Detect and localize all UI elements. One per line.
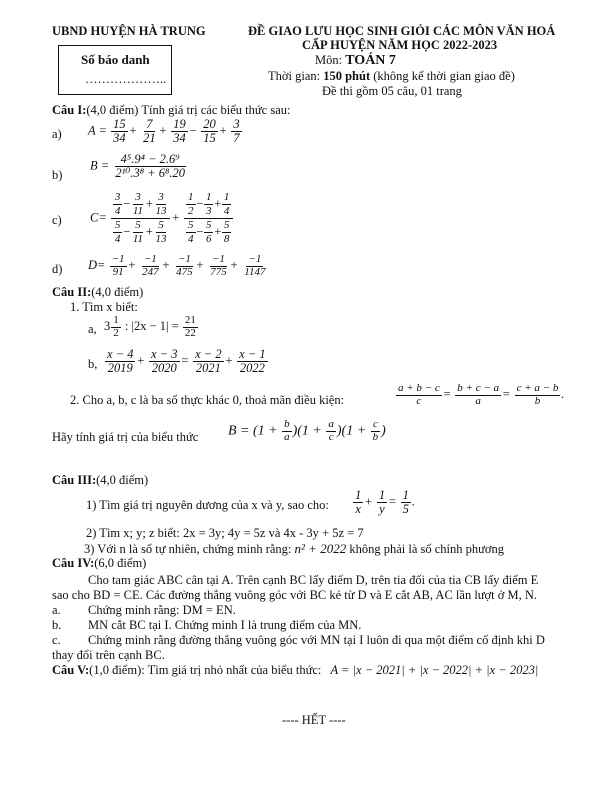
q2-cond-frac-1: $\frac{a + b - c}{c}$ — [398, 382, 440, 407]
exam-title-line1: ĐỀ GIAO LƯU HỌC SINH GIỎI CÁC MÔN VĂN HOÁ — [248, 24, 556, 38]
q3-item3-expr: n² + 2022 — [294, 541, 347, 556]
q1-a-frac-3: $\frac{19}{34}$ — [173, 117, 186, 146]
q3-item3 — [84, 541, 504, 557]
q4-b-text: MN cắt BC tại I. Chứng minh I là trung điểm của MN. — [88, 618, 362, 632]
q2-item2: 2. Cho a, b, c là ba số thực khác 0, thoả mãn điều kiện: — [70, 393, 345, 407]
q1-b-label: b) — [52, 168, 63, 182]
q3-item3-text-a: 3) Với n là số tự nhiên, chứng minh rằng: — [84, 542, 292, 556]
q3-item3-text-b: không phải là số chính phương — [349, 542, 505, 556]
q1-a-frac-2: $\frac{7}{21}$ — [143, 117, 156, 146]
q4-para2: sao cho BD = CE. Các đường thẳng vuông góc với BC kẻ từ D và E cắt AB, AC lần lượt ở M, N. — [52, 588, 538, 602]
time-note: (không kể thời gian giao đề) — [373, 69, 515, 83]
q2-a-whole: 3 — [104, 318, 111, 333]
q4-c-text: Chứng minh rằng đường thẳng vuông góc với MN tại I luôn đi qua một điểm cố định khi D — [88, 633, 545, 647]
q5-title: Câu V: — [52, 663, 90, 677]
q3-title: Câu III: — [52, 473, 97, 487]
q3-item1: 1) Tìm giá trị nguyên dương của x và y, sao cho: — [86, 498, 329, 512]
q2-a-label: a, — [88, 322, 97, 336]
q3-frac-y: $\frac{1}{y}$ — [378, 488, 386, 517]
q1-d-frac-5: $\frac{-1}{1147}$ — [244, 253, 266, 278]
q2-a-rhs: $\frac{21}{22}$ — [184, 314, 196, 339]
subject-line — [315, 53, 396, 69]
q5-points: (1,0 điểm): — [89, 663, 145, 677]
q2-points: (4,0 điểm) — [91, 285, 144, 299]
q2-item1: 1. Tìm x biết: — [70, 300, 138, 314]
q1-a-frac-4: $\frac{20}{15}$ — [203, 117, 216, 146]
candidate-number-dots: ……………….. — [85, 72, 167, 86]
q2-cond-frac-3: $\frac{c + a - b}{b}$ — [516, 382, 559, 407]
q4-c-text2: thay đổi trên cạnh BC. — [52, 648, 165, 662]
q4-title: Câu IV: — [52, 556, 95, 570]
exam-title-line2: CẤP HUYỆN NĂM HỌC 2022-2023 — [302, 38, 498, 52]
q5-expression: A = |x − 2021| + |x − 2022| + |x − 2023| — [330, 663, 539, 677]
q4-c-label: c. — [52, 633, 61, 647]
q2-a-expression — [104, 315, 199, 339]
q2-item2-b: Hãy tính giá trị của biểu thức — [52, 430, 199, 444]
candidate-number-box — [58, 45, 172, 95]
q1-d-lhs: D= — [88, 257, 106, 272]
q3-frac-5: $\frac{1}{5}$ — [402, 488, 409, 517]
q2-b-frac-1: $\frac{x - 4}{2019}$ — [107, 347, 134, 376]
q2-b-frac-3: $\frac{x - 2}{2021}$ — [195, 347, 222, 376]
q1-a-frac-1: $\frac{15}{34}$ — [113, 117, 126, 146]
q3-heading — [52, 473, 148, 488]
q1-prompt: Tính giá trị các biểu thức sau: — [141, 103, 291, 117]
q1-heading — [52, 103, 290, 118]
q2-condition: $\frac{a + b - c}{c}$ = $\frac{b + c - a}{a}$ = $\frac{c + a - b}{b}$ . — [398, 382, 565, 407]
q2-expr-frac-3: $\frac{c}{b}$ — [372, 418, 379, 443]
q2-a-middle: : |2x − 1| = — [124, 318, 179, 333]
q4-a-text: Chứng minh rằng: DM = EN. — [88, 603, 236, 617]
q2-a-mixed-frac: $\frac{1}{2}$ — [113, 314, 119, 339]
q3-points: (4,0 điểm) — [96, 473, 149, 487]
q1-a-label: a) — [52, 127, 62, 141]
end-marker: ---- HẾT ---- — [282, 713, 346, 727]
q2-b-label: b, — [88, 357, 98, 371]
q1-c-label: c) — [52, 213, 62, 227]
q2-title: Câu II: — [52, 285, 92, 299]
q1-b-expression — [90, 153, 188, 180]
q2-b-frac-2: $\frac{x - 3}{2020}$ — [151, 347, 178, 376]
q1-b-frac: $\frac{\text{4⁵.9⁴ − 2.6⁹}}{\text{2¹⁰.3⁸ + 6⁸.20}}$ — [115, 152, 185, 181]
q2-expr-frac-1: $\frac{b}{a}$ — [284, 418, 290, 443]
q1-d-frac-4: $\frac{-1}{775}$ — [210, 253, 227, 278]
candidate-number-label: Số báo danh — [81, 52, 150, 67]
q1-d-frac-2: $\frac{-1}{247}$ — [142, 253, 159, 278]
q2-b-value-expression: B = (1 + $\frac{b}{a}$ )(1 + $\frac{a}{c}$ )(1 + $\frac{c}{b}$ ) — [228, 418, 386, 443]
q3-item2: 2) Tìm x; y; z biết: 2x = 3y; 4y = 5z và 4x - 3y + 5z = 7 — [86, 526, 364, 540]
q2-b-frac-4: $\frac{x - 1}{2022}$ — [239, 347, 266, 376]
q1-a-expression: A = $\frac{15}{34}$ + $\frac{7}{21}$ + $\frac{19}{34}$ − $\frac{20}{15}$ + $\frac{3}{7}$ — [88, 117, 240, 146]
q4-points: (6,0 điểm) — [94, 556, 147, 570]
org-name: UBND HUYỆN HÀ TRUNG — [52, 24, 206, 38]
q4-heading — [52, 556, 146, 571]
q2-heading — [52, 285, 143, 300]
q1-d-frac-1: $\frac{-1}{91}$ — [111, 253, 125, 278]
q1-a-lhs: A = — [88, 123, 107, 138]
time-label: Thời gian: — [268, 69, 321, 83]
q1-d-label: d) — [52, 262, 63, 276]
q1-c-big-frac-1: $\frac{3}{4}$ − $\frac{3}{11}$ + $\frac{3}{13}$ $\frac{5}{4}$ − $\frac{5}{11}$ + $\frac{5}{13}$ — [111, 191, 171, 246]
q4-a-label: a. — [52, 603, 61, 617]
q1-c-big-frac-2: $\frac{1}{2}$ − $\frac{1}{3}$ + $\frac{1}{4}$ $\frac{5}{4}$ − $\frac{5}{6}$ + $\frac{5}{8}$ — [184, 191, 233, 246]
q1-b-lhs: B = — [90, 158, 110, 173]
q3-item1-expression: $\frac{1}{x}$ + $\frac{1}{y}$ = $\frac{1}{5}$ . — [355, 488, 415, 517]
q2-cond-frac-2: $\frac{b + c - a}{a}$ — [457, 382, 500, 407]
q4-b-label: b. — [52, 618, 62, 632]
subject-value: TOÁN 7 — [345, 53, 396, 68]
time-line — [268, 69, 515, 84]
q5-line — [52, 663, 538, 678]
q1-a-frac-5: $\frac{3}{7}$ — [233, 117, 240, 146]
q1-title: Câu I: — [52, 103, 87, 117]
q1-d-expression: D= $\frac{-1}{91}$ + $\frac{-1}{247}$ + $\frac{-1}{475}$ + $\frac{-1}{775}$ + $\frac{-1}{1147}$ — [88, 253, 266, 278]
q1-d-frac-3: $\frac{-1}{475}$ — [176, 253, 193, 278]
q1-points: (4,0 điểm) — [86, 103, 139, 117]
q2-expr-frac-2: $\frac{a}{c}$ — [328, 418, 334, 443]
time-value: 150 phút — [323, 69, 371, 83]
q2-b-expression: $\frac{x - 4}{2019}$ + $\frac{x - 3}{2020}$ = $\frac{x - 2}{2021}$ + $\frac{x - 1}{2022}$ — [107, 347, 266, 376]
q1-c-expression: C= $\frac{3}{4}$ − $\frac{3}{11}$ + $\frac{3}{13}$ $\frac{5}{4}$ − $\frac{5}{11}$ + $\frac{5}{13}$ + $\frac{1}{2}$ − $\frac{1}{3}$ + $\frac{1}{4}$ $\frac{5}{4}$ − $\frac{5}{6}$ + $\frac{5}{8}$ — [90, 191, 234, 246]
subject-label: Môn: — [315, 53, 343, 67]
pages-note: Đề thi gồm 05 câu, 01 trang — [322, 84, 462, 98]
q1-c-lhs: C= — [90, 210, 107, 225]
q4-para1: Cho tam giác ABC cân tại A. Trên cạnh BC lấy điểm D, trên tia đối của tia CB lấy điểm E — [88, 573, 539, 587]
q3-frac-x: $\frac{1}{x}$ — [355, 488, 362, 517]
q2-expr-lhs: B = — [228, 423, 250, 439]
q5-prompt: Tìm giá trị nhỏ nhất của biểu thức: — [147, 663, 322, 677]
